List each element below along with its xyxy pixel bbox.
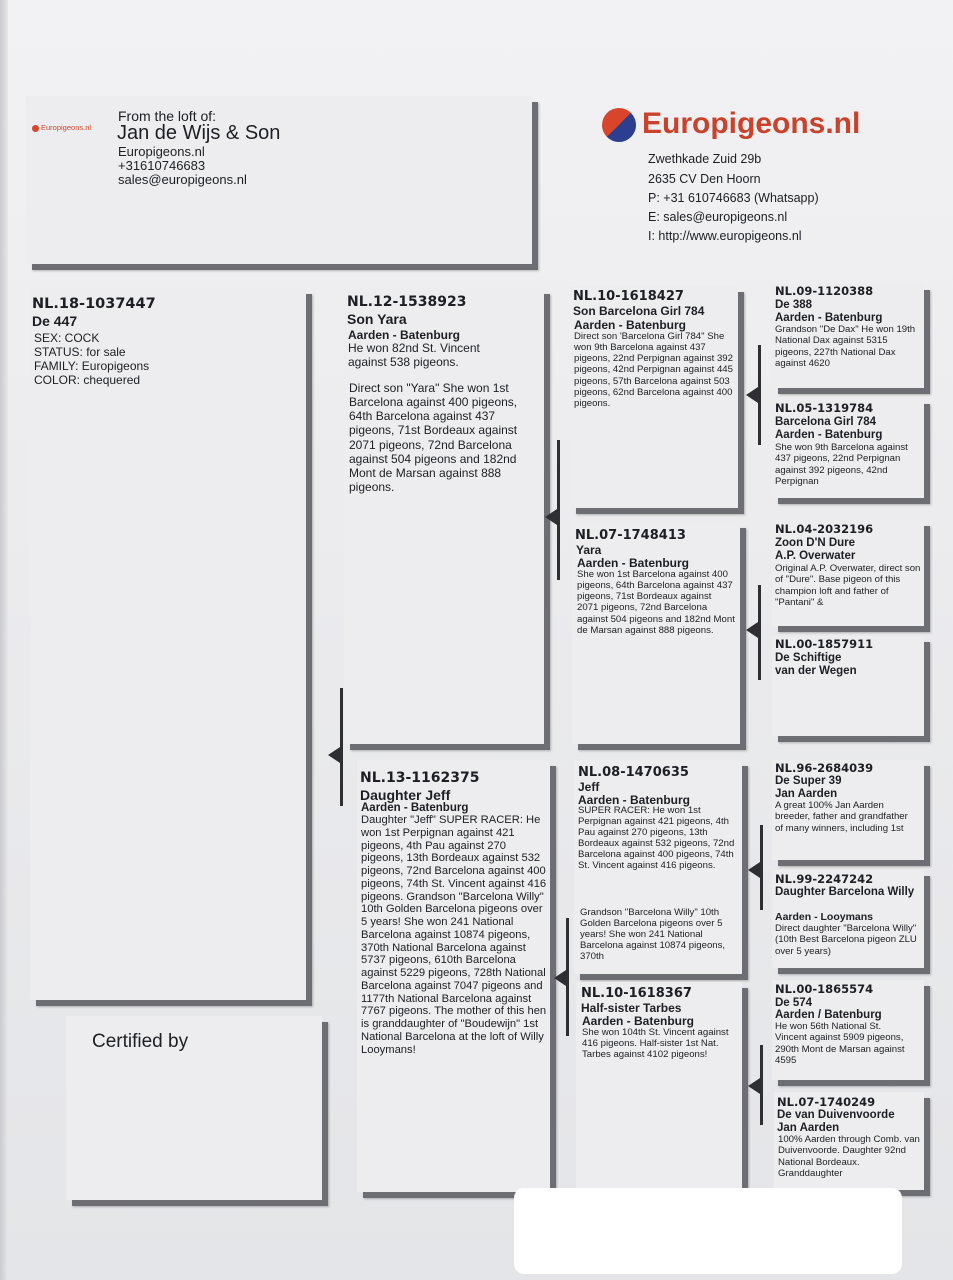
connector-line	[557, 440, 560, 580]
ggp2-desc: She won 9th Barcelona against 437 pigeons, 22nd Perpignan against 392 pigeons, 42nd Perpignan	[775, 442, 908, 487]
ggp2-name: Barcelona Girl 784	[775, 416, 876, 428]
subject-sex: SEX: COCK	[34, 331, 100, 345]
ggp5-origin: Jan Aarden	[775, 788, 838, 800]
father-desc-2: Direct son "Yara" She won 1st Barcelona against 400 pigeons, 64th Barcelona against 437 pigeons, 71st Bordeaux against 2071 pigeons, 72nd Barcelona against 504 pigeons and 182nd Mont de Marsan against 888 pigeons.	[349, 381, 518, 495]
redacted-area	[514, 1188, 902, 1274]
ggp4-ring: NL.00-1857911	[775, 637, 874, 651]
connector-arrow	[554, 970, 566, 986]
from-loft-label: From the loft of:	[118, 108, 217, 124]
connector-line	[760, 825, 763, 910]
page-edge	[0, 0, 8, 1280]
ggp2-ring: NL.05-1319784	[775, 401, 874, 415]
connector-line	[566, 918, 569, 1036]
small-logo: Europigeons.nl	[32, 124, 91, 133]
gp4-origin: Aarden - Batenburg	[582, 1014, 695, 1028]
brand-logo-icon	[602, 108, 636, 142]
ggp4-name: De Schiftige	[775, 652, 842, 664]
gp3-desc-2: Grandson "Barcelona Willy" 10th Golden Barcelona pigeons over 5 years! She won 241 National Barcelona against 10874 pigeons, 370th	[580, 907, 726, 962]
ggp8-name: De van Duivenvoorde	[777, 1109, 895, 1121]
address-web: I: http://www.europigeons.nl	[648, 229, 802, 243]
ggp3-name: Zoon D'N Dure	[775, 537, 856, 549]
father-origin: Aarden - Batenburg	[348, 328, 461, 342]
connector-line	[760, 1045, 763, 1125]
ggp8-origin: Jan Aarden	[777, 1122, 840, 1134]
owner-phone: +31610746683	[118, 158, 206, 173]
ggp7-desc: He won 56th National St. Vincent against 5909 pigeons, 290th Mont de Marsan against 4595	[775, 1021, 905, 1066]
connector-line	[340, 688, 343, 806]
gp4-ring: NL.10-1618367	[581, 986, 692, 1001]
address-email: E: sales@europigeons.nl	[648, 210, 788, 224]
gp2-ring: NL.07-1748413	[575, 528, 686, 543]
ggp8-desc: 100% Aarden through Comb. van Duivenvoorde. Daughter 92nd National Bordeaux. Granddaughter	[778, 1134, 920, 1179]
mother-desc: Daughter "Jeff" SUPER RACER: He won 1st Perpignan against 421 pigeons, 4th Pau against 270 pigeons, 13th Bordeaux against 532 pigeons, 72nd Barcelona against 400 pigeons, 74th St. Vincent against 416 pigeons. Grandson "Barcelona Willy" 10th Golden Barcelona pigeons over 5 years! She won 241 National Barcelona against 10874 pigeons, 370th National Barcelona against 5737 pigeons, 610th Barcelona against 5229 pigeons, 728th National Barcelona against 7047 pigeons and 1177th National Barcelona against 7767 pigeons. The mother of this hen is granddaughter of "Boudewijn" 1st National Barcelona at the loft of Willy Looymans!	[361, 814, 547, 1056]
ggp6-origin: Aarden - Looymans	[775, 911, 874, 923]
gp3-desc-1: SUPER RACER: He won 1st Perpignan against 421 pigeons, 4th Pau against 270 pigeons, 13th Bordeaux against 532 pigeons, 72nd Barcelona against 400 pigeons, 74th St. Vincent against 416 pigeons.	[578, 805, 735, 871]
connector-arrow	[746, 622, 758, 638]
ggp3-desc: Original A.P. Overwater, direct son of "Dure". Base pigeon of this champion loft and father of "Pantani" &	[775, 563, 921, 608]
connector-line	[758, 585, 761, 680]
ggp7-origin: Aarden / Batenburg	[775, 1009, 882, 1021]
address-phone: P: +31 610746683 (Whatsapp)	[648, 191, 819, 205]
owner-name: Jan de Wijs & Son	[117, 122, 281, 144]
subject-name: De 447	[32, 313, 78, 329]
gp2-name: Yara	[576, 543, 602, 557]
connector-arrow	[748, 1078, 760, 1094]
gp4-desc: She won 104th St. Vincent against 416 pigeons. Half-sister 1st Nat. Tarbes against 4102 pigeons!	[582, 1027, 729, 1061]
gp4-name: Half-sister Tarbes	[581, 1001, 682, 1015]
gp1-ring: NL.10-1618427	[573, 289, 684, 304]
owner-email: sales@europigeons.nl	[118, 172, 247, 187]
ggp8-ring: NL.07-1740249	[777, 1095, 876, 1109]
gp1-desc: Direct son 'Barcelona Girl 784" She won 9th Barcelona against 437 pigeons, 22nd Perpignan against 392 pigeons, 42nd Perpignan against 445 pigeons, 57th Barcelona against 503 pigeons, 62nd Barcelona against 400 pigeons.	[574, 331, 733, 409]
ggp7-name: De 574	[775, 997, 813, 1009]
ggp1-name: De 388	[775, 299, 813, 311]
gp3-name: Jeff	[578, 780, 600, 794]
father-desc-1: He won 82nd St. Vincent against 538 pigeons.	[348, 341, 480, 370]
connector-arrow	[545, 509, 557, 525]
ggp6-desc: Direct daughter "Barcelona Willy" (10th Best Barcelona pigeon ZLU over 5 years)	[775, 923, 917, 957]
ggp3-origin: A.P. Overwater	[775, 550, 856, 562]
ggp4-origin: van der Wegen	[775, 665, 857, 677]
address-line-1: Zwethkade Zuid 29b	[648, 152, 762, 166]
subject-box	[30, 288, 306, 1000]
subject-ring: NL.18-1037447	[32, 296, 156, 312]
ggp7-ring: NL.00-1865574	[775, 982, 874, 996]
owner-web: Europigeons.nl	[118, 144, 205, 159]
ggp6-name: Daughter Barcelona Willy	[775, 886, 915, 898]
ggp5-name: De Super 39	[775, 775, 842, 787]
ggp6-ring: NL.99-2247242	[775, 872, 874, 886]
subject-family: FAMILY: Europigeons	[34, 359, 150, 373]
subject-color: COLOR: chequered	[34, 373, 141, 387]
certified-label: Certified by	[92, 1031, 189, 1052]
connector-arrow	[328, 747, 340, 763]
ggp1-origin: Aarden - Batenburg	[775, 312, 883, 324]
gp3-origin: Aarden - Batenburg	[578, 793, 691, 807]
ggp3-ring: NL.04-2032196	[775, 522, 874, 536]
connector-arrow	[748, 862, 760, 878]
gp1-name: Son Barcelona Girl 784	[573, 304, 705, 318]
father-ring: NL.12-1538923	[347, 294, 467, 310]
address-line-2: 2635 CV Den Hoorn	[648, 172, 761, 186]
mother-ring: NL.13-1162375	[360, 770, 480, 786]
connector-arrow	[746, 387, 758, 403]
brand-logo: Europigeons.nl	[602, 106, 860, 142]
gp2-origin: Aarden - Batenburg	[577, 556, 690, 570]
gp2-desc: She won 1st Barcelona against 400 pigeons, 64th Barcelona against 437 pigeons, 71st Bordeaux against 2071 pigeons, 72nd Barcelona against 504 pigeons and 182nd Mont de Marsan against 888 pigeons.	[577, 569, 735, 636]
small-logo-icon	[32, 125, 39, 132]
mother-name: Daughter Jeff	[360, 787, 451, 803]
ggp2-origin: Aarden - Batenburg	[775, 429, 883, 441]
ggp5-ring: NL.96-2684039	[775, 761, 874, 775]
father-name: Son Yara	[347, 311, 407, 327]
ggp1-desc: Grandson "De Dax" He won 19th National Dax against 5315 pigeons, 227th National Dax against 4620	[775, 324, 916, 369]
subject-status: STATUS: for sale	[34, 345, 126, 359]
connector-line	[758, 345, 761, 445]
ggp5-desc: A great 100% Jan Aarden breeder, father and grandfather of many winners, including 1st	[775, 800, 908, 834]
gp3-ring: NL.08-1470635	[578, 765, 689, 780]
mother-origin: Aarden - Batenburg	[361, 802, 469, 814]
gp1-origin: Aarden - Batenburg	[574, 318, 687, 332]
ggp1-ring: NL.09-1120388	[775, 284, 874, 298]
